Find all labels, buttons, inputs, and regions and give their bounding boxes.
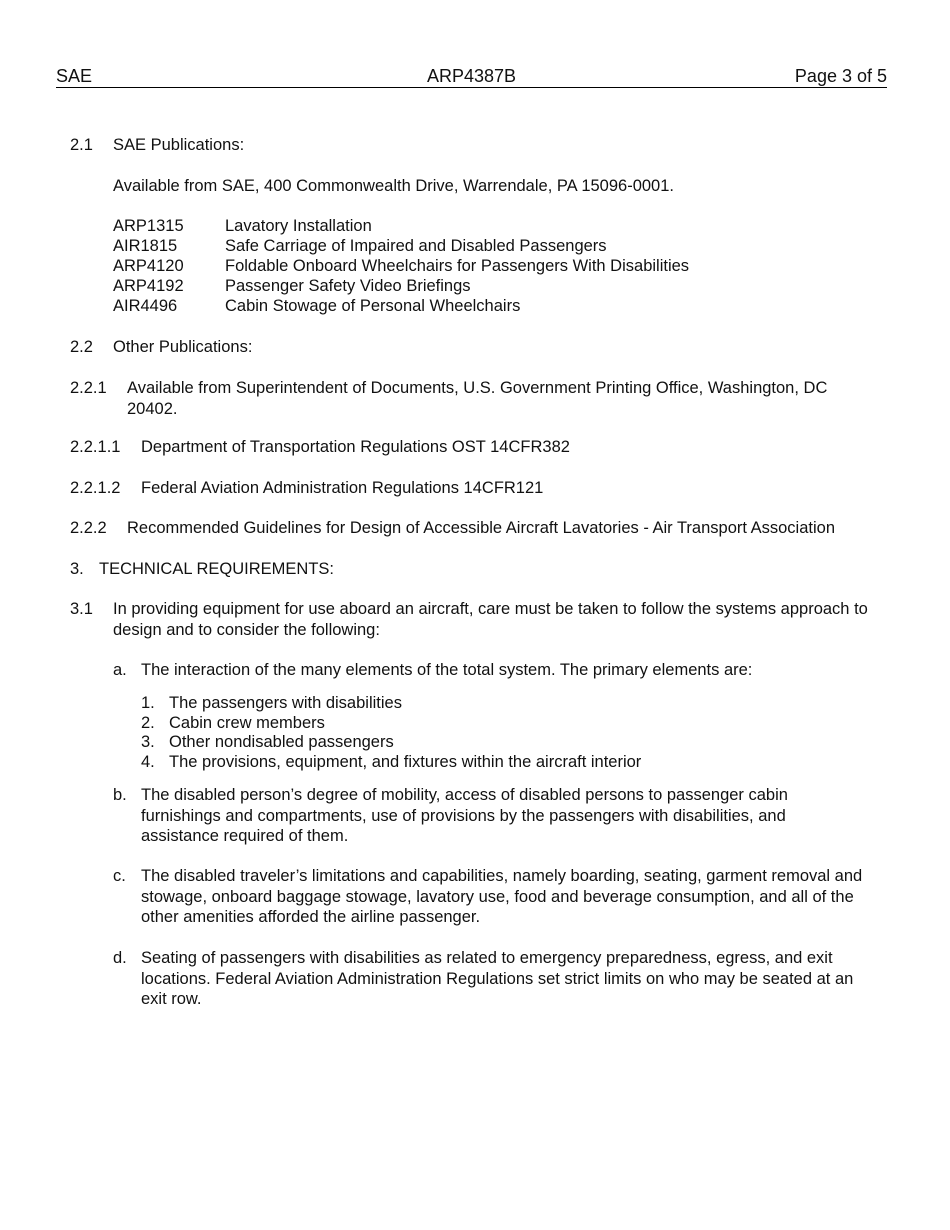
reference-code: ARP4192 (113, 277, 184, 295)
reference-title: Safe Carriage of Impaired and Disabled Passengers (225, 237, 607, 255)
header-doc-number: ARP4387B (426, 66, 517, 86)
header-page-number: Page 3 of 5 (794, 66, 887, 86)
list-letter: a. (113, 661, 127, 679)
reference-code: AIR1815 (113, 237, 178, 255)
header-org: SAE (56, 66, 93, 86)
reference-title: Passenger Safety Video Briefings (225, 277, 471, 295)
reference-code: ARP1315 (113, 217, 184, 235)
list-letter: c. (113, 867, 126, 885)
section-text: Federal Aviation Administration Regulations 14CFR121 (141, 479, 544, 497)
section-number: 2.1 (70, 136, 93, 154)
list-item-text: The interaction of the many elements of the total system. The primary elements are: (141, 661, 753, 679)
section-text: Available from Superintendent of Documents, U.S. Government Printing Office, Washington, DC 20402. (127, 379, 828, 418)
section-number: 3.1 (70, 600, 93, 618)
list-item-text: The disabled person’s degree of mobility, access of disabled persons to passenger cabin furnishings and compartments, use of provisions by the passengers with disabilities, and assistance required of them. (141, 786, 788, 845)
reference-title: Lavatory Installation (225, 217, 372, 235)
element-text: The passengers with disabilities (169, 694, 402, 712)
list-item-text: The disabled traveler’s limitations and capabilities, namely boarding, seating, garment removal and stowage, onboard baggage stowage, lavatory use, food and beverage consumption, and all of the other amenities afforded the airline passenger. (141, 867, 863, 926)
section-title: TECHNICAL REQUIREMENTS: (99, 560, 334, 578)
section-title: SAE Publications: (113, 136, 245, 154)
section-number: 3. (70, 560, 84, 578)
list-letter: d. (113, 949, 127, 967)
reference-code: ARP4120 (113, 257, 184, 275)
section-title: Other Publications: (113, 338, 253, 356)
list-item-text: Seating of passengers with disabilities as related to emergency preparedness, egress, and exit locations. Federal Aviation Administration Regulations set strict limits on who may be seated at an exit row. (141, 949, 854, 1008)
section-number: 2.2.2 (70, 519, 107, 537)
reference-title: Cabin Stowage of Personal Wheelchairs (225, 297, 521, 315)
section-number: 2.2.1.1 (70, 438, 121, 456)
page-header (56, 66, 887, 88)
element-number: 1. (141, 694, 155, 712)
element-number: 3. (141, 733, 155, 751)
reference-title: Foldable Onboard Wheelchairs for Passengers With Disabilities (225, 257, 690, 275)
section-number: 2.2 (70, 338, 93, 356)
element-number: 4. (141, 753, 155, 771)
section-text: Recommended Guidelines for Design of Accessible Aircraft Lavatories - Air Transport Association (127, 519, 836, 537)
section-text: Department of Transportation Regulations OST 14CFR382 (141, 438, 570, 456)
section-text: In providing equipment for use aboard an aircraft, care must be taken to follow the systems approach to design and to consider the following: (113, 600, 868, 639)
element-text: Cabin crew members (169, 714, 325, 732)
section-number: 2.2.1 (70, 379, 107, 397)
list-letter: b. (113, 786, 127, 804)
reference-code: AIR4496 (113, 297, 178, 315)
element-number: 2. (141, 714, 155, 732)
element-text: Other nondisabled passengers (169, 733, 394, 751)
section-number: 2.2.1.2 (70, 479, 121, 497)
availability-text: Available from SAE, 400 Commonwealth Drive, Warrendale, PA 15096-0001. (113, 177, 674, 195)
element-text: The provisions, equipment, and fixtures within the aircraft interior (169, 753, 642, 771)
